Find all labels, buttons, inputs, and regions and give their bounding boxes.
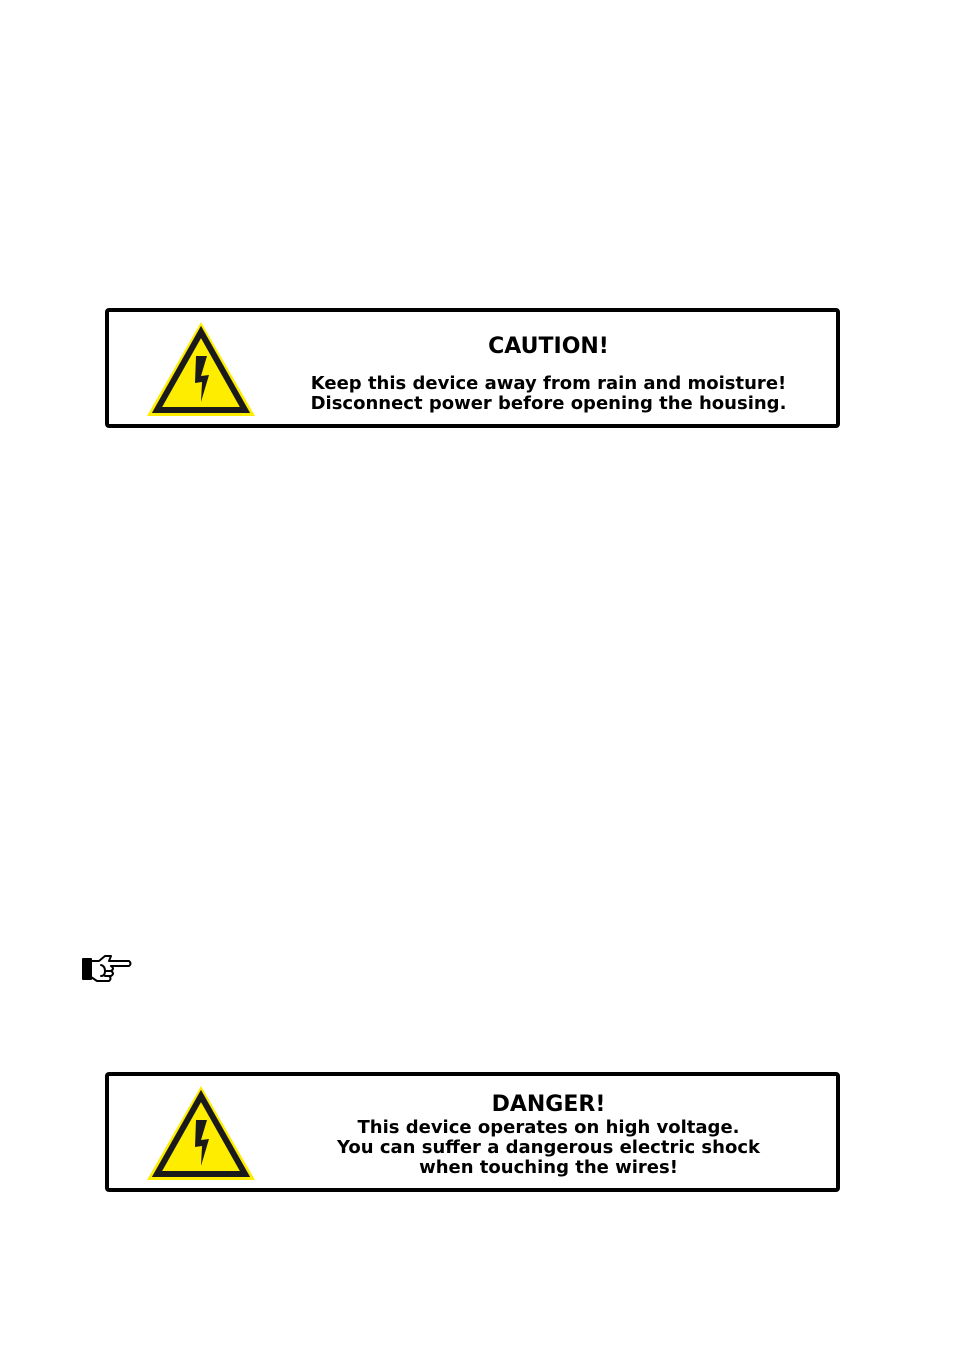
caution-line-2: Disconnect power before opening the housing. bbox=[310, 393, 787, 414]
pointing-hand-icon bbox=[81, 951, 133, 983]
high-voltage-warning-icon bbox=[145, 1084, 257, 1182]
danger-line-1: This device operates on high voltage. bbox=[357, 1117, 740, 1138]
caution-box bbox=[105, 308, 840, 428]
caution-title: CAUTION! bbox=[488, 334, 609, 359]
danger-line-2: You can suffer a dangerous electric shock bbox=[337, 1137, 760, 1158]
danger-text bbox=[289, 1092, 808, 1178]
danger-line-3: when touching the wires! bbox=[419, 1157, 678, 1178]
caution-line-1: Keep this device away from rain and moisture! bbox=[310, 373, 787, 394]
high-voltage-warning-icon bbox=[145, 320, 257, 418]
caution-text bbox=[289, 334, 808, 414]
danger-box bbox=[105, 1072, 840, 1192]
danger-title: DANGER! bbox=[491, 1092, 606, 1117]
